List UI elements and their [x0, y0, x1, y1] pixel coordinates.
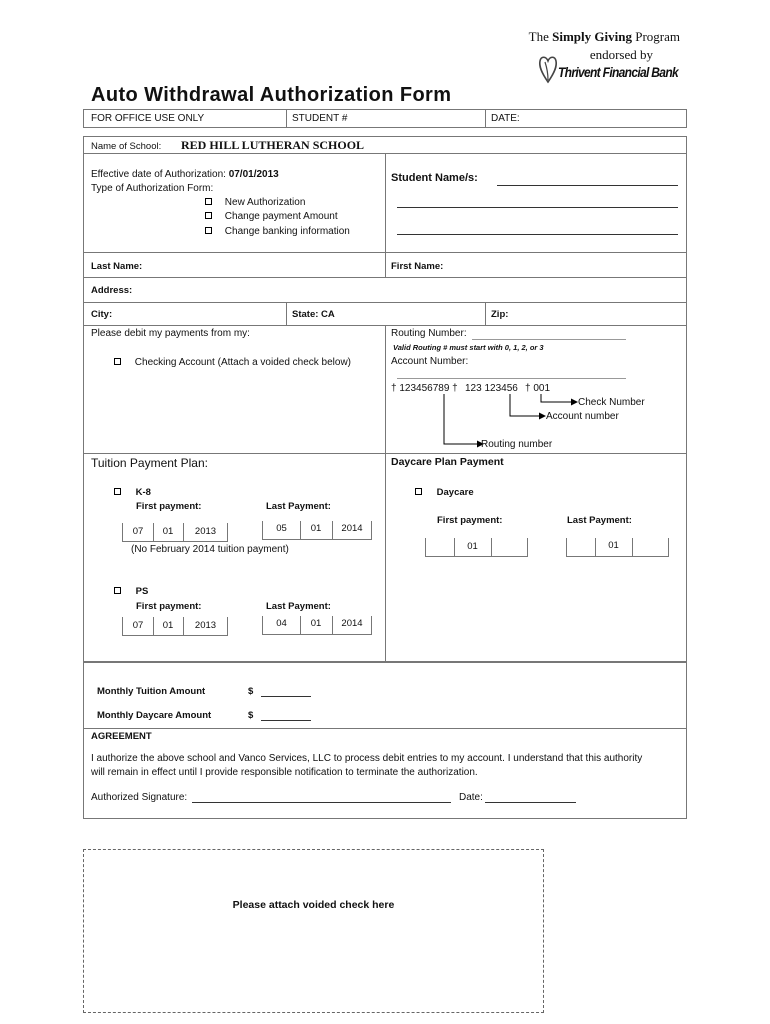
- daycare-last-day: 01: [608, 540, 619, 551]
- ps-last-payment-date[interactable]: [262, 616, 372, 635]
- tuition-currency: $: [248, 686, 254, 697]
- zip-field[interactable]: Zip:: [491, 309, 509, 320]
- k8-last-day: 01: [310, 522, 322, 534]
- daycare-first-day: 01: [467, 541, 478, 552]
- ps-last-payment-label: Last Payment:: [266, 601, 331, 612]
- daycare-last-month: [567, 538, 595, 555]
- bank-name: Thrivent Financial Bank: [558, 64, 678, 80]
- voided-check-area: [83, 849, 544, 1013]
- debit-label: Please debit my payments from my:: [91, 328, 250, 339]
- signature-input[interactable]: [192, 802, 451, 803]
- ps-last-month: 04: [276, 617, 287, 629]
- ps-first-payment-label: First payment:: [136, 601, 202, 612]
- option-label: New Authorization: [224, 197, 306, 208]
- account-number-input[interactable]: [397, 378, 626, 379]
- first-name-field[interactable]: First Name:: [391, 261, 444, 272]
- option-change-banking[interactable]: [205, 226, 350, 237]
- daycare-label: Daycare: [436, 487, 474, 498]
- daycare-plan-title: Daycare Plan Payment: [391, 456, 504, 468]
- student-name-line-1[interactable]: [497, 185, 678, 186]
- address-field[interactable]: Address:: [91, 285, 133, 296]
- account-number-caption: Account number: [546, 411, 619, 422]
- k8-last-year: 2014: [341, 522, 363, 534]
- daycare-last-payment-date[interactable]: [566, 538, 669, 557]
- k8-first-month: 07: [132, 526, 144, 537]
- option-change-payment[interactable]: [205, 211, 338, 222]
- ps-last-day: 01: [310, 617, 322, 629]
- city-field[interactable]: City:: [91, 309, 113, 320]
- checkbox-k8[interactable]: [114, 488, 121, 495]
- k8-last-payment-label: Last Payment:: [266, 501, 331, 512]
- daycare-first-month: [426, 538, 454, 555]
- attach-check-label: Please attach voided check here: [232, 899, 395, 911]
- daycare-option[interactable]: [415, 487, 474, 498]
- monthly-daycare-input[interactable]: [261, 720, 311, 721]
- k8-first-year: 2013: [194, 526, 217, 537]
- ps-last-year: 2014: [341, 617, 363, 629]
- program-name: Simply Giving: [552, 29, 632, 44]
- ps-first-year: 2013: [194, 620, 217, 631]
- routing-note: Valid Routing # must start with 0, 1, 2, or 3: [393, 343, 544, 352]
- daycare-first-year: [491, 538, 528, 555]
- ps-label: PS: [135, 586, 149, 597]
- program-suffix: Program: [635, 29, 680, 44]
- daycare-last-payment-label: Last Payment:: [567, 515, 632, 526]
- program-line: [440, 29, 680, 45]
- k8-first-payment-label: First payment:: [136, 501, 202, 512]
- sample-check: † 001: [525, 383, 551, 394]
- monthly-tuition-label: Monthly Tuition Amount: [97, 686, 206, 697]
- student-name-line-3[interactable]: [397, 234, 678, 235]
- student-name-line-2[interactable]: [397, 207, 678, 208]
- monthly-daycare-label: Monthly Daycare Amount: [97, 710, 212, 721]
- ps-option[interactable]: [114, 586, 148, 597]
- routing-number-label: Routing Number:: [391, 328, 467, 339]
- routing-number-caption: Routing number: [481, 439, 553, 450]
- daycare-first-payment-label: First payment:: [437, 515, 503, 526]
- agreement-title: AGREEMENT: [91, 731, 152, 742]
- school-name: RED HILL LUTHERAN SCHOOL: [181, 138, 365, 152]
- state-field[interactable]: State: CA: [292, 309, 335, 320]
- k8-last-month: 05: [276, 522, 287, 534]
- routing-number-input[interactable]: [472, 339, 626, 340]
- program-prefix: The: [528, 29, 549, 44]
- office-use-label: FOR OFFICE USE ONLY: [91, 113, 205, 124]
- signature-date-label: Date:: [459, 792, 483, 803]
- ps-first-month: 07: [132, 620, 144, 631]
- k8-first-day: 01: [162, 526, 174, 537]
- monthly-tuition-input[interactable]: [261, 696, 311, 697]
- effective-date-label: Effective date of Authorization:: [91, 169, 226, 180]
- bank-logo: [538, 53, 678, 85]
- sample-account: 123 123456: [465, 383, 518, 394]
- k8-label: K-8: [135, 487, 151, 498]
- student-names-label: Student Name/s:: [391, 172, 478, 184]
- checkbox-change-banking[interactable]: [205, 227, 212, 234]
- effective-date: [91, 169, 279, 180]
- k8-option[interactable]: [114, 487, 151, 498]
- student-number-field[interactable]: STUDENT #: [292, 113, 348, 124]
- last-name-field[interactable]: Last Name:: [91, 261, 143, 272]
- checkbox-checking[interactable]: [114, 358, 121, 365]
- checkbox-new-authorization[interactable]: [205, 198, 212, 205]
- agreement-line-2: will remain in effect until I provide responsible notification to terminate the authorization.: [91, 767, 478, 778]
- account-number-label: Account Number:: [391, 356, 469, 367]
- option-label: Change payment Amount: [224, 211, 338, 222]
- effective-date-value: 07/01/2013: [228, 169, 279, 180]
- authorization-type-label: Type of Authorization Form:: [91, 183, 214, 194]
- option-new-authorization[interactable]: [205, 197, 305, 208]
- agreement-line-1: I authorize the above school and Vanco Services, LLC to process debit entries to my account. I understand that this authority: [91, 753, 643, 764]
- school-label: Name of School:: [91, 141, 162, 152]
- ps-first-day: 01: [162, 620, 174, 631]
- daycare-last-year: [632, 538, 669, 555]
- option-label: Change banking information: [224, 226, 350, 237]
- checkbox-change-payment[interactable]: [205, 212, 212, 219]
- k8-note: (No February 2014 tuition payment): [131, 544, 289, 555]
- daycare-currency: $: [248, 710, 254, 721]
- checkbox-ps[interactable]: [114, 587, 121, 594]
- k8-last-payment-date[interactable]: [262, 521, 372, 540]
- endorsed-by: endorsed by: [589, 47, 653, 62]
- daycare-first-payment-date[interactable]: [425, 538, 528, 557]
- ps-first-payment-date[interactable]: [122, 617, 228, 636]
- office-date-field[interactable]: DATE:: [491, 113, 520, 124]
- heart-icon: [538, 54, 558, 84]
- checking-label: Checking Account (Attach a voided check below): [134, 357, 352, 368]
- signature-date-input[interactable]: [485, 802, 576, 803]
- check-number-label: Check Number: [578, 397, 645, 408]
- k8-first-payment-date[interactable]: [122, 523, 228, 542]
- checkbox-daycare[interactable]: [415, 488, 422, 495]
- sample-routing: † 123456789 †: [391, 383, 458, 394]
- signature-label: Authorized Signature:: [91, 792, 188, 803]
- tuition-plan-title: Tuition Payment Plan:: [91, 456, 208, 470]
- checking-account-option[interactable]: [114, 357, 351, 368]
- page-title: Auto Withdrawal Authorization Form: [91, 84, 452, 106]
